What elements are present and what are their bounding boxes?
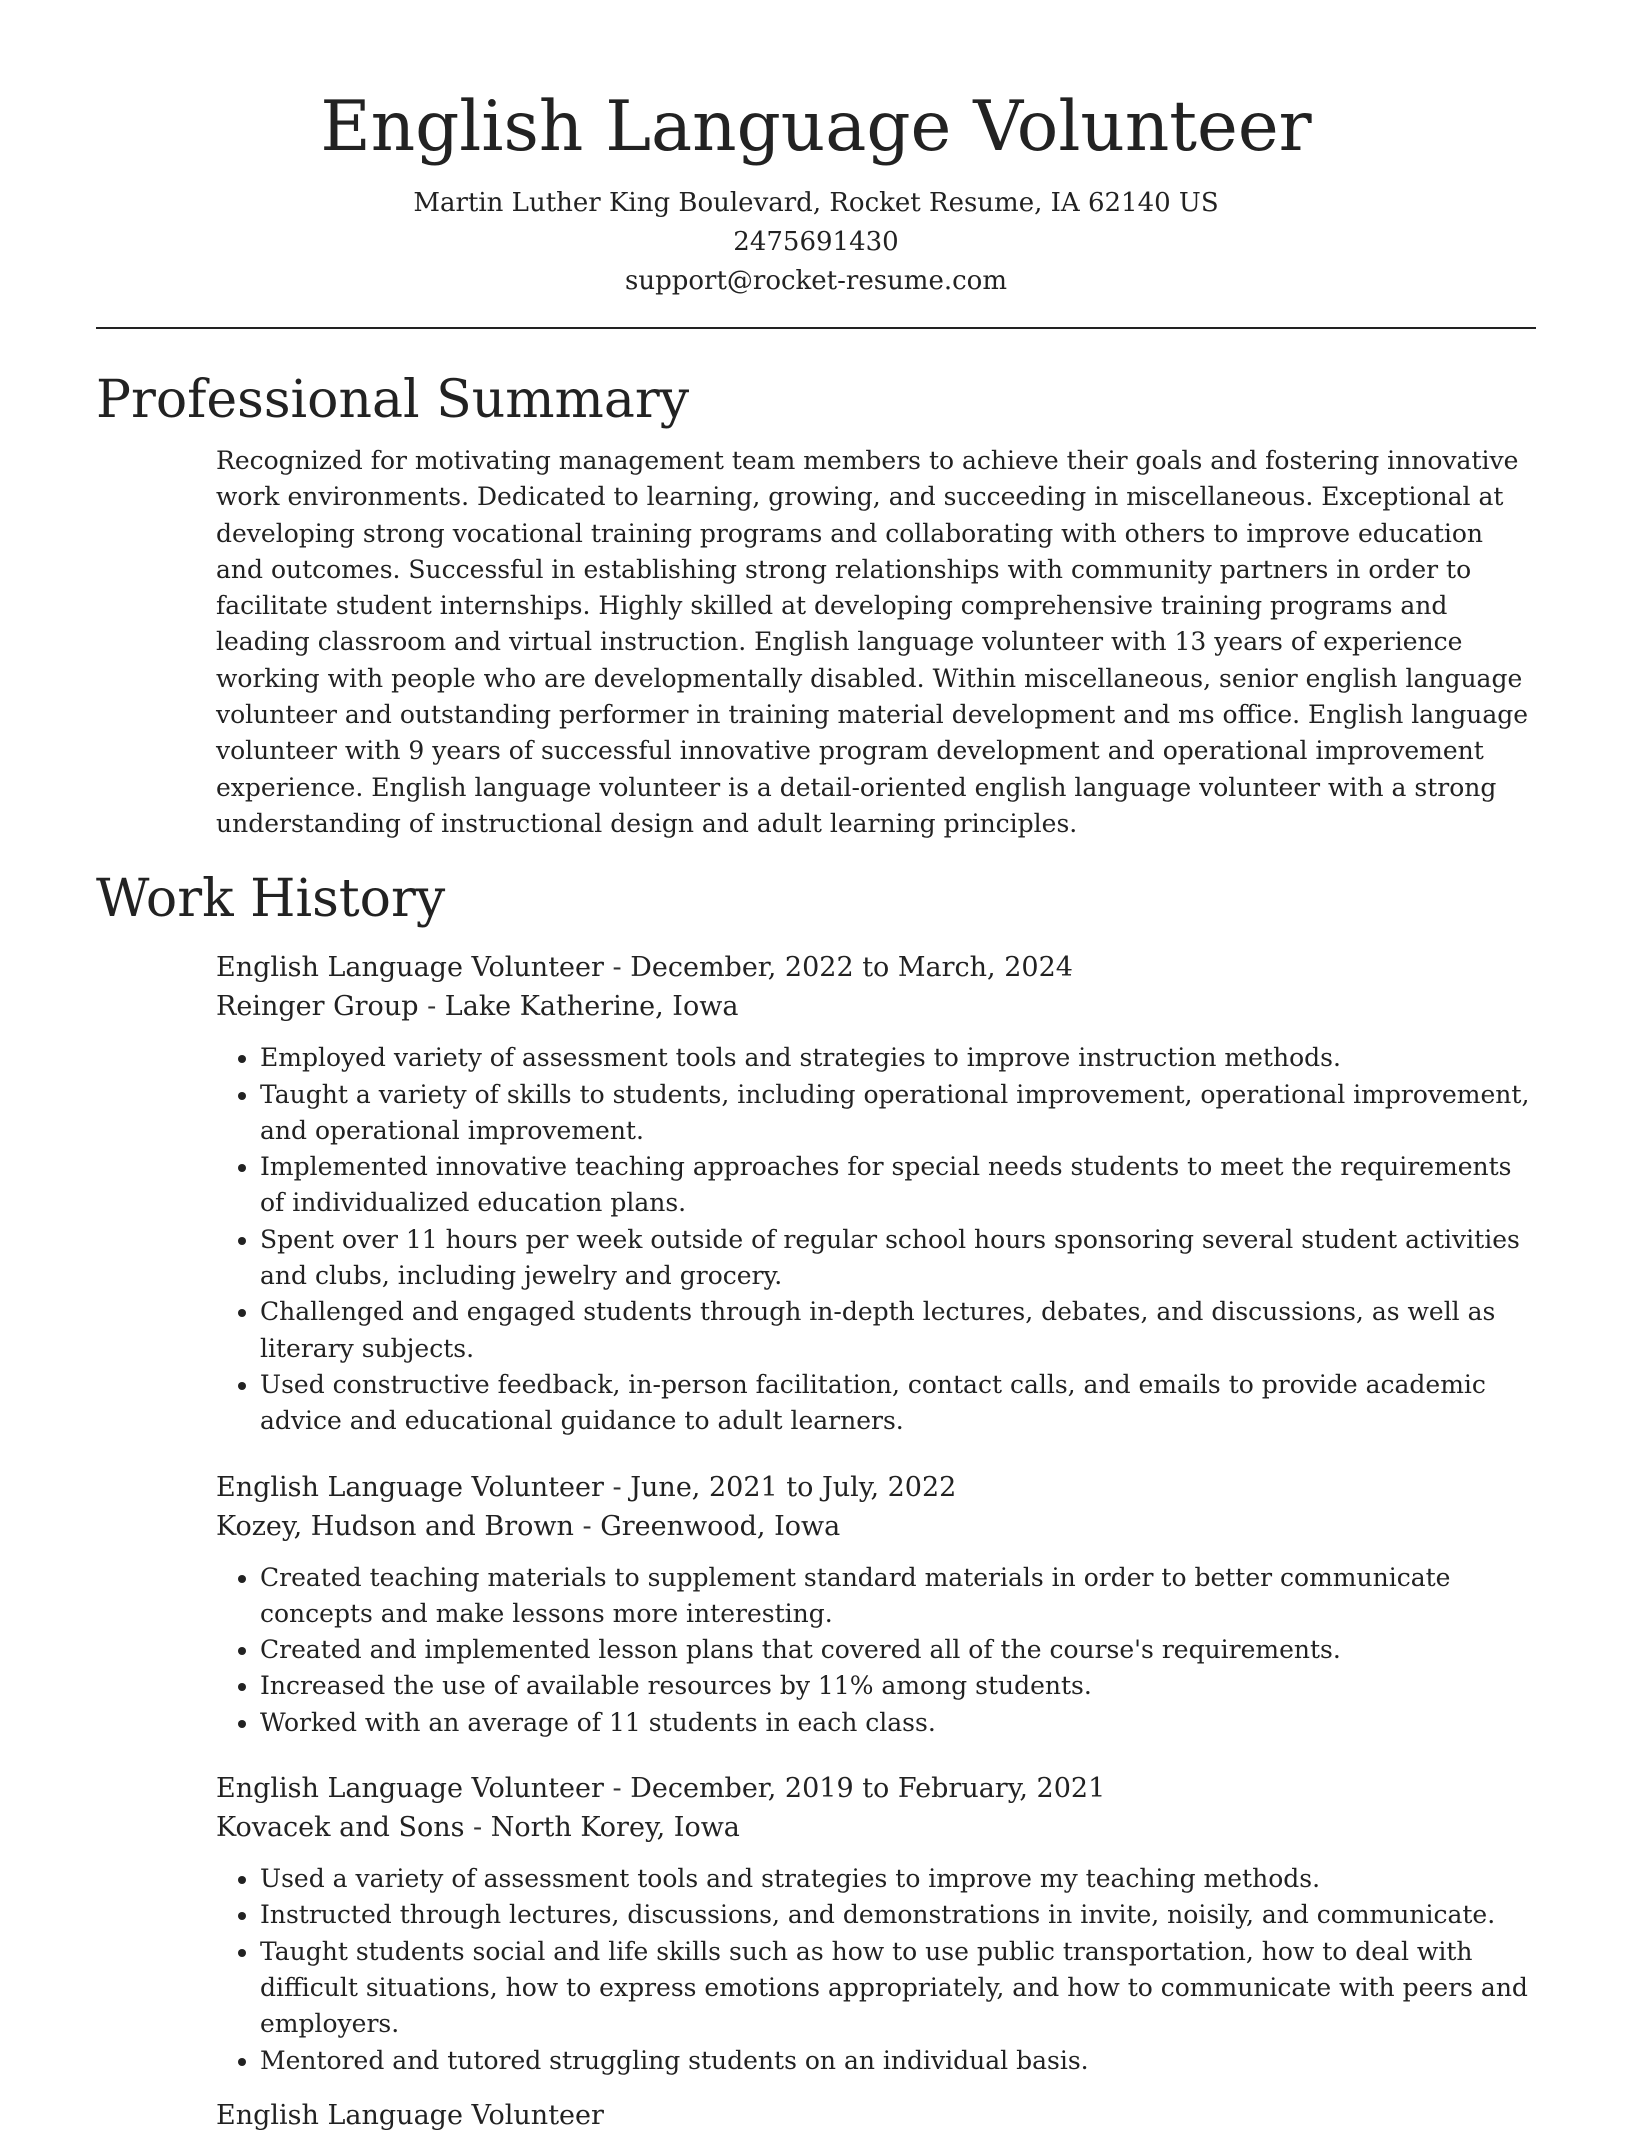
job-company-line — [216, 987, 1536, 1026]
job-title-line — [216, 948, 1536, 987]
resume-header — [96, 0, 1536, 301]
job-bullet: • Used constructive feedback, in-person facilitation, contact calls, and emails to provide academic advice and educational guidance to adult learners. — [260, 1367, 1536, 1440]
contact-phone: 2475691430 — [733, 227, 899, 257]
job-entry — [216, 948, 1536, 1439]
separator: - — [603, 1471, 631, 1503]
job-bullet: • Worked with an average of 11 students in each class. — [260, 1705, 1536, 1741]
next-job-title-cut-off: English Language Volunteer — [216, 2100, 604, 2131]
job-entry — [216, 1769, 1536, 2079]
job-company-line — [216, 1507, 1536, 1546]
job-title-line — [216, 1769, 1536, 1808]
job-bullet: • Challenged and engaged students through in-depth lectures, debates, and discussions, as well as literary subjects. — [260, 1294, 1536, 1367]
job-bullet: • Taught students social and life skills such as how to use public transportation, how to deal with difficult situations, how to express emotions appropriately, and how to communicate with peers and employers. — [260, 1934, 1536, 2043]
job-entry — [216, 1468, 1536, 1741]
job-bullets — [216, 1560, 1536, 1741]
job-title: English Language Volunteer — [216, 1471, 604, 1503]
job-title: English Language Volunteer — [216, 952, 604, 984]
job-bullet: • Increased the use of available resources by 11% among students. — [260, 1668, 1536, 1704]
job-bullets — [216, 1861, 1536, 2079]
job-company: Reinger Group — [216, 991, 419, 1023]
summary-section — [96, 369, 1536, 842]
job-title: English Language Volunteer — [216, 1773, 604, 1805]
job-dates: June, 2021 to July, 2022 — [630, 1471, 957, 1503]
separator: - — [464, 1812, 491, 1844]
separator: - — [603, 952, 631, 984]
job-bullet: • Created and implemented lesson plans that covered all of the course's requirements. — [260, 1632, 1536, 1668]
job-bullet: • Mentored and tutored struggling students on an individual basis. — [260, 2043, 1536, 2079]
summary-heading: Professional Summary — [96, 370, 690, 430]
job-bullets — [216, 1040, 1536, 1439]
job-title-line — [216, 1468, 1536, 1507]
job-location: North Korey, Iowa — [490, 1812, 740, 1844]
job-bullet: • Taught a variety of skills to students, including operational improvement, operational improvement, and operational improvement. — [260, 1077, 1536, 1150]
summary-body — [96, 443, 1536, 842]
work-history-heading: Work History — [96, 869, 446, 930]
separator: - — [418, 991, 445, 1023]
job-company: Kozey, Hudson and Brown — [216, 1510, 574, 1542]
work-history-section — [96, 868, 1536, 2079]
separator: - — [573, 1510, 601, 1542]
job-dates: December, 2022 to March, 2024 — [630, 952, 1073, 984]
work-history-body — [96, 948, 1536, 2079]
header-divider — [96, 327, 1536, 329]
job-company: Kovacek and Sons — [216, 1812, 465, 1844]
candidate-title: English Language Volunteer — [320, 87, 1312, 167]
separator: - — [603, 1773, 631, 1805]
job-bullet: • Used a variety of assessment tools and strategies to improve my teaching methods. — [260, 1861, 1536, 1897]
job-bullet: • Spent over 11 hours per week outside of regular school hours sponsoring several student activities and clubs, including jewelry and grocery. — [260, 1222, 1536, 1295]
contact-email: support@rocket-resume.com — [624, 266, 1007, 296]
job-bullet: • Instructed through lectures, discussions, and demonstrations in invite, noisily, and communicate. — [260, 1897, 1536, 1933]
job-location: Lake Katherine, Iowa — [444, 991, 739, 1023]
job-bullet: • Created teaching materials to supplement standard materials in order to better communicate concepts and make lessons more interesting. — [260, 1560, 1536, 1633]
job-dates: December, 2019 to February, 2021 — [630, 1773, 1106, 1805]
job-location: Greenwood, Iowa — [600, 1510, 841, 1542]
job-company-line — [216, 1808, 1536, 1847]
job-bullet: • Implemented innovative teaching approaches for special needs students to meet the requirements of individualized education plans. — [260, 1149, 1536, 1222]
job-bullet: • Employed variety of assessment tools and strategies to improve instruction methods. — [260, 1040, 1536, 1076]
contact-address: Martin Luther King Boulevard, Rocket Resume, IA 62140 US — [413, 188, 1219, 218]
contact-block — [96, 184, 1536, 301]
summary-text: Recognized for motivating management team members to achieve their goals and fostering innovative work environments. Dedicated to learning, growing, and succeeding in miscellaneous. Exceptional at developing strong vocational training programs and collaborating with others to improve education and outcomes. Successful in establishing strong relationships with community partners in order to facilitate student internships. Highly skilled at developing comprehensive training programs and leading classroom and virtual instruction. English language volunteer with 13 years of experience working with people who are developmentally disabled. Within miscellaneous, senior english language volunteer and outstanding performer in training material development and ms office. English language volunteer with 9 years of successful innovative program development and operational improvement experience. English language volunteer is a detail-oriented english language volunteer with a strong understanding of instructional design and adult learning principles. — [216, 446, 1529, 838]
